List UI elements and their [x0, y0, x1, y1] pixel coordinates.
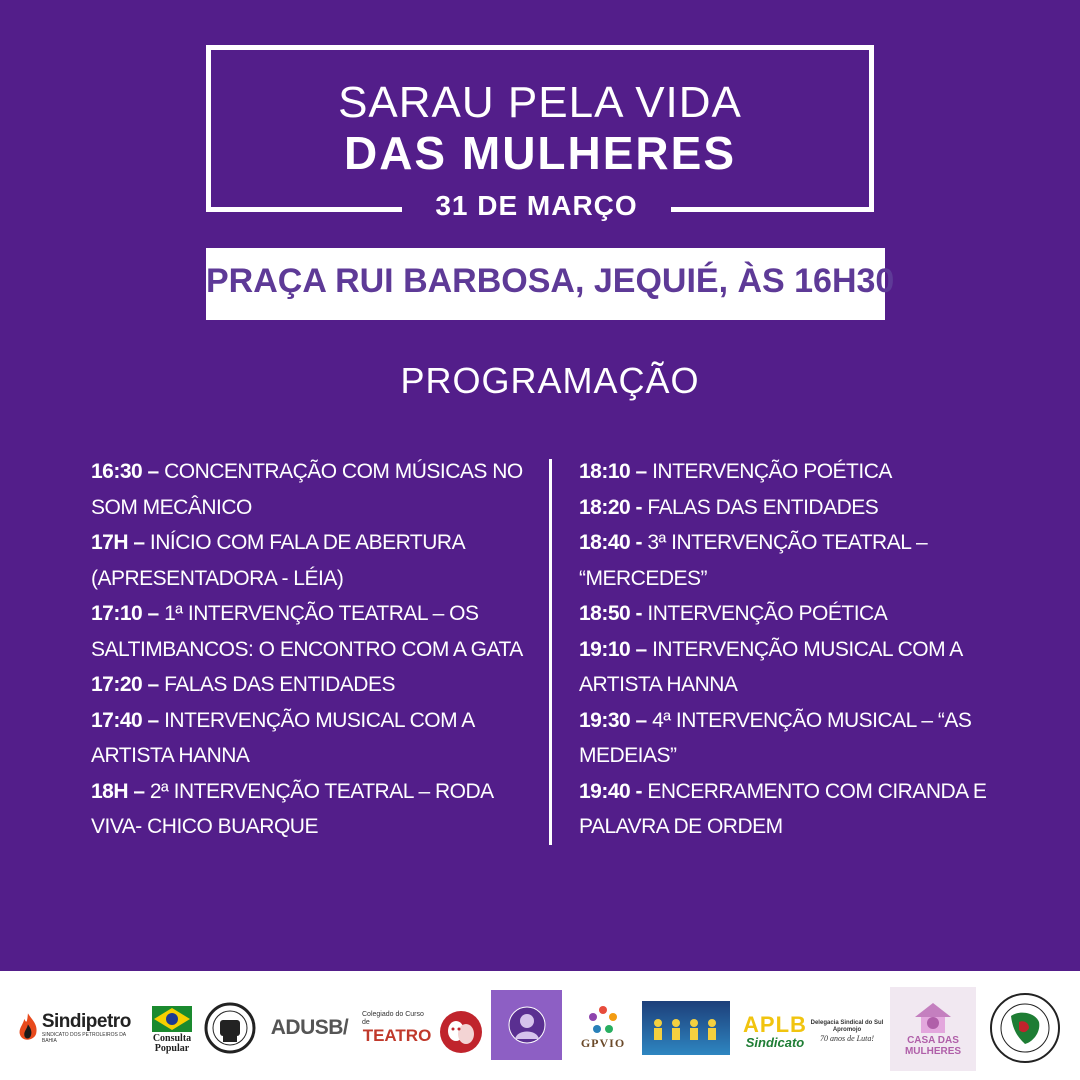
program-title: PROGRAMAÇÃO — [400, 360, 700, 401]
frame-bottom-right-line — [671, 207, 874, 212]
location-text: PRAÇA RUI BARBOSA, JEQUIÉ, ÀS 16H30 — [206, 262, 895, 300]
schedule-text: FALAS DAS ENTIDADES — [642, 495, 879, 519]
schedule-item — [91, 525, 541, 596]
schedule-text: INTERVENÇÃO MUSICAL COM A ARTISTA HANNA — [91, 708, 474, 767]
adusb-name: ADUSB/ — [270, 1016, 349, 1039]
schedule-item — [579, 596, 1009, 632]
consulta-popular-name: Consulta Popular — [152, 1033, 192, 1054]
schedule-right-column — [579, 454, 1009, 845]
mst-emblem-icon — [989, 992, 1061, 1064]
aplb-subtitle: Sindicato — [745, 1034, 805, 1050]
schedule-time: 17:20 – — [91, 673, 159, 696]
schedule-item — [91, 596, 541, 667]
schedule-text: INTERVENÇÃO MUSICAL COM A ARTISTA HANNA — [579, 637, 962, 696]
schedule-item — [579, 632, 1009, 703]
schedule-time: 19:10 – — [579, 637, 647, 661]
schedule-item — [91, 774, 541, 845]
schedule-item — [91, 454, 541, 525]
people-silhouettes-icon — [644, 1013, 728, 1043]
casa-das-mulheres-name: CASA DAS MULHERES — [904, 1035, 962, 1057]
schedule-time: 19:40 - — [579, 779, 643, 803]
title-line-1: SARAU PELA VIDA — [338, 78, 742, 127]
teatro-course-label: Colegiado do Curso de — [362, 1011, 424, 1026]
theatre-masks-icon — [439, 1010, 483, 1054]
schedule-time: 18H – — [91, 779, 145, 803]
schedule-time: 19:30 – — [579, 708, 647, 732]
aplb-name: APLB — [743, 1011, 807, 1037]
people-circle-icon — [586, 1002, 620, 1036]
schedule-time: 18:40 - — [579, 531, 643, 554]
academic-center-logo — [491, 990, 562, 1060]
schedule-text: 2ª INTERVENÇÃO TEATRAL – RODA VIVA- CHICO BUARQUE — [91, 779, 493, 838]
adusb-logo — [263, 1011, 356, 1045]
schedule-item — [579, 490, 1009, 526]
fist-emblem-icon — [204, 1002, 256, 1054]
consulta-popular-logo — [146, 998, 198, 1060]
mst-logo — [988, 991, 1062, 1065]
schedule-text: ENCERRAMENTO COM CIRANDA E PALAVRA DE ORDEM — [579, 779, 987, 838]
schedule-time: 17H – — [91, 531, 145, 554]
schedule-text: 4ª INTERVENÇÃO MUSICAL – “AS MEDEIAS” — [579, 708, 972, 767]
schedule-time: 16:30 – — [91, 460, 159, 483]
schedule-item — [91, 703, 541, 774]
schedule-text: FALAS DAS ENTIDADES — [158, 673, 395, 696]
schedule-item — [579, 703, 1009, 774]
postgrad-program-logo — [642, 1001, 730, 1055]
gpvio-logo — [568, 995, 638, 1057]
schedule-time: 17:40 – — [91, 708, 159, 732]
schedule-item — [91, 667, 541, 703]
sindipetro-subtitle: SINDICATO DOS PETROLEIROS DA BAHIA — [41, 1032, 126, 1044]
schedule-text: 1ª INTERVENÇÃO TEATRAL – OS SALTIMBANCOS: O ENCONTRO COM A GATA — [91, 602, 523, 661]
aplb-delegation-text — [810, 1011, 884, 1051]
casa-das-mulheres-logo — [890, 987, 976, 1071]
brazil-flag-icon — [150, 1004, 194, 1034]
theatre-masks-logo — [438, 1009, 484, 1055]
sponsor-footer — [0, 971, 1080, 1080]
schedule-text: INTERVENÇÃO POÉTICA — [642, 602, 888, 625]
sindipetro-name: Sindipetro — [41, 1011, 131, 1032]
teatro-course-logo — [362, 1011, 432, 1045]
schedule-text: 3ª INTERVENÇÃO TEATRAL – “MERCEDES” — [579, 531, 928, 590]
schedule-item — [579, 525, 1009, 596]
event-date: 31 DE MARÇO — [435, 190, 638, 221]
frame-bottom-left-line — [206, 207, 402, 212]
aplb-slogan: 70 anos de Luta! — [820, 1033, 874, 1043]
aplb-logo — [740, 1011, 810, 1051]
title-line-2: DAS MULHERES — [343, 127, 737, 179]
column-divider — [549, 459, 552, 845]
aplb-delegation-name: Delegacia Sindical do Sul Apromojo — [810, 1019, 884, 1033]
schedule-time: 18:50 - — [579, 602, 643, 625]
schedule-text: CONCENTRAÇÃO COM MÚSICAS NO SOM MECÂNICO — [91, 460, 523, 519]
schedule-item — [579, 774, 1009, 845]
schedule-left-column — [91, 454, 541, 845]
union-emblem-logo — [203, 1001, 257, 1055]
teatro-course-name: TEATRO — [362, 1026, 432, 1045]
gpvio-name: GPVIO — [580, 1035, 626, 1050]
schedule-time: 18:20 - — [579, 495, 643, 519]
schedule-time: 18:10 – — [579, 460, 647, 483]
schedule-text: INÍCIO COM FALA DE ABERTURA (APRESENTADORA - LÉIA) — [91, 531, 464, 590]
portrait-icon — [507, 1005, 547, 1045]
schedule-item — [579, 454, 1009, 490]
house-icon — [913, 1001, 953, 1035]
sindipetro-logo — [16, 1008, 134, 1048]
schedule-text: INTERVENÇÃO POÉTICA — [646, 460, 892, 483]
flame-icon — [16, 1010, 40, 1046]
schedule-time: 17:10 – — [91, 602, 159, 625]
